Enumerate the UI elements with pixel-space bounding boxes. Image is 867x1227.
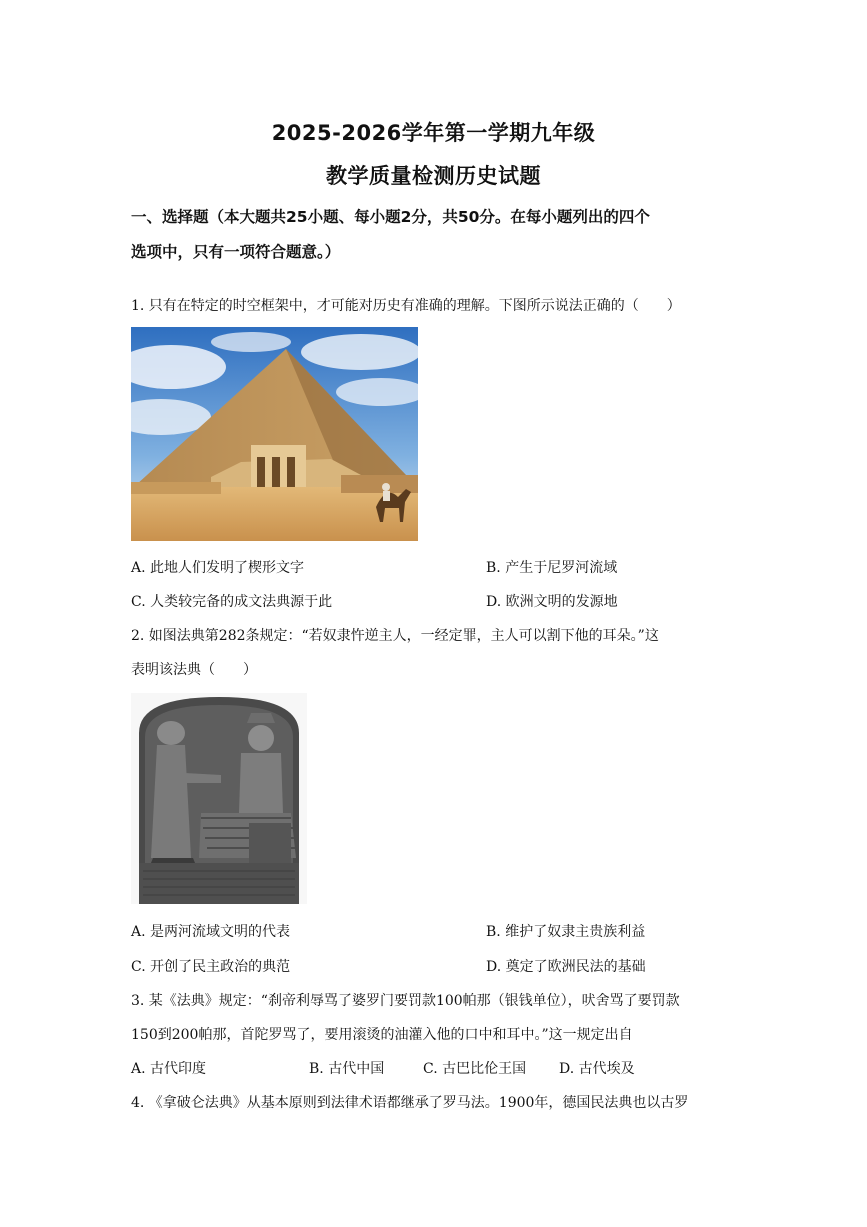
exam-title-line1: 2025-2026学年第一学期九年级 <box>271 121 596 145</box>
code-of-hammurabi-stele <box>131 693 307 904</box>
pyramid-photo <box>131 327 418 541</box>
question-2-option-d: D. 奠定了欧洲民法的基础 <box>486 959 646 975</box>
question-1-option-b: B. 产生于尼罗河流域 <box>486 560 618 576</box>
question-3-option-b: B. 古代中国 <box>309 1061 385 1077</box>
question-3-option-c: C. 古巴比伦王国 <box>423 1061 527 1077</box>
question-1-option-a: A. 此地人们发明了楔形文字 <box>131 560 305 576</box>
question-2-option-c: C. 开创了民主政治的典范 <box>131 959 291 975</box>
question-3-option-a: A. 古代印度 <box>131 1061 207 1077</box>
question-2-stem-line2: 表明该法典（ ） <box>131 662 257 678</box>
stele-illustration <box>131 693 307 904</box>
question-3-stem-line2: 150到200帕那，首陀罗骂了，要用滚烫的油灌入他的口中和耳中。”这一规定出自 <box>131 1027 633 1043</box>
section-heading-line2: 选项中，只有一项符合题意。） <box>131 243 341 261</box>
question-3-stem-line1: 3. 某《法典》规定：“刹帝利辱骂了婆罗门要罚款100帕那（银钱单位），吠舍骂了要罚款 <box>131 993 680 1009</box>
question-1-option-c: C. 人类较完备的成文法典源于此 <box>131 594 333 610</box>
question-3-option-d: D. 古代埃及 <box>559 1061 635 1077</box>
pyramid-illustration <box>131 327 418 541</box>
question-2-stem-line1: 2. 如图法典第282条规定：“若奴隶忤逆主人，一经定罪，主人可以割下他的耳朵。”这 <box>131 628 659 644</box>
question-1-option-d: D. 欧洲文明的发源地 <box>486 594 618 610</box>
question-4-stem: 4. 《拿破仑法典》从基本原则到法律术语都继承了罗马法。1900年，德国民法典也以古罗 <box>131 1095 689 1111</box>
section-heading-line1: 一、选择题（本大题共25小题、每小题2分，共50分。在每小题列出的四个 <box>131 208 650 226</box>
exam-title-line2: 教学质量检测历史试题 <box>326 164 541 188</box>
question-1-stem: 1. 只有在特定的时空框架中，才可能对历史有准确的理解。下图所示说法正确的（ ） <box>131 298 681 314</box>
question-2-option-a: A. 是两河流域文明的代表 <box>131 924 291 940</box>
question-2-option-b: B. 维护了奴隶主贵族利益 <box>486 924 646 940</box>
